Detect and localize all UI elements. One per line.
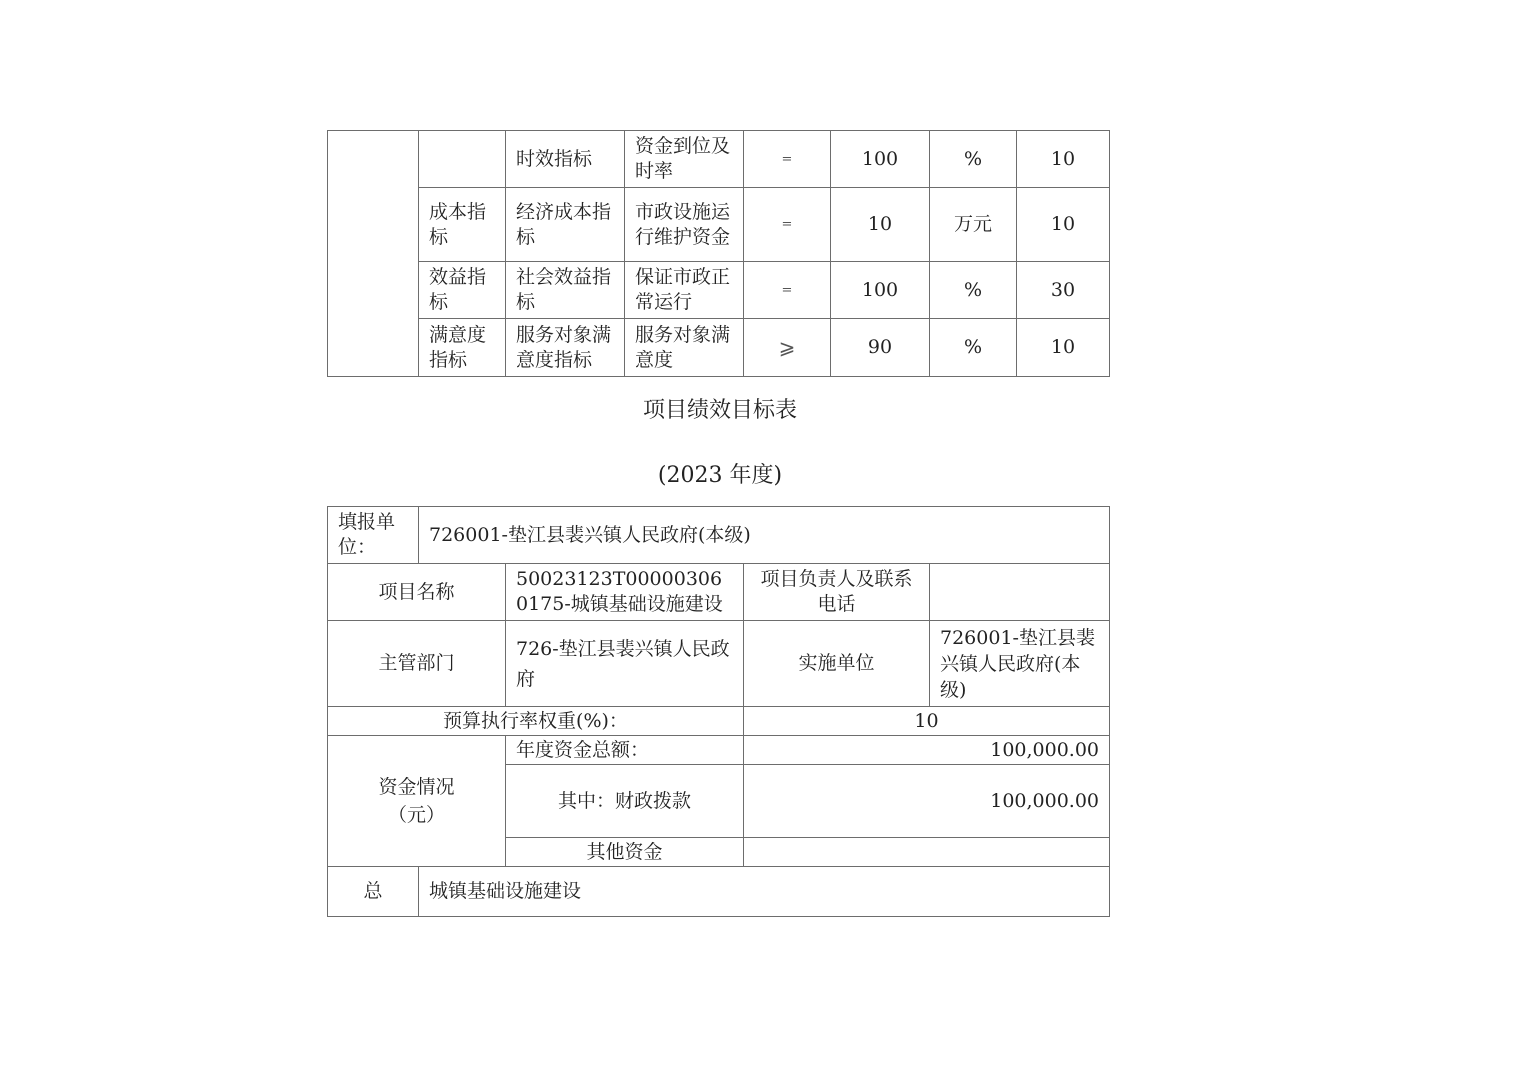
- project-form-table: [327, 506, 1110, 917]
- indicator-row: [328, 188, 1110, 262]
- year-label: (2023 年度): [657, 463, 783, 488]
- dept-label: 主管部门: [328, 621, 506, 707]
- indicator-unit: %: [930, 262, 1017, 319]
- total-value: 100,000.00: [744, 736, 1110, 765]
- funds-label-text: 资金情况（元）: [378, 776, 455, 826]
- impl-label: 实施单位: [744, 621, 930, 707]
- indicator-value: 10: [831, 188, 930, 262]
- goal-value: 城镇基础设施建设: [419, 867, 1110, 917]
- indicator-weight: 10: [1017, 188, 1110, 262]
- indicator-weight: 10: [1017, 131, 1110, 188]
- indicator-level2: 效益指标: [419, 262, 506, 319]
- page-title: 项目绩效目标表: [642, 398, 797, 423]
- unit-label: 填报单位：: [328, 507, 419, 564]
- indicator-level3: 经济成本指标: [506, 188, 625, 262]
- indicator-row: [328, 131, 1110, 188]
- unit-value: 726001-垫江县裴兴镇人民政府(本级): [419, 507, 1110, 564]
- indicator-operator: =: [744, 188, 831, 262]
- fiscal-label: 其中：财政拨款: [506, 765, 744, 838]
- indicator-name: 资金到位及时率: [625, 131, 744, 188]
- indicator-name: 市政设施运行维护资金: [625, 188, 744, 262]
- dept-value: 726-垫江县裴兴镇人民政府: [506, 621, 744, 707]
- indicator-weight: 30: [1017, 262, 1110, 319]
- indicator-level3: 时效指标: [506, 131, 625, 188]
- indicator-row: [328, 262, 1110, 319]
- indicator-level3: 服务对象满意度指标: [506, 319, 625, 377]
- indicator-level3: 社会效益指标: [506, 262, 625, 319]
- indicator-operator: ⩾: [744, 319, 831, 377]
- funds-label: [328, 736, 506, 867]
- form-row: [328, 707, 1110, 736]
- form-row: [328, 564, 1110, 621]
- project-name-value: 50023123T000003060175-城镇基础设施建设: [506, 564, 744, 621]
- form-row: [328, 867, 1110, 917]
- contact-label: 项目负责人及联系电话: [744, 564, 930, 621]
- form-row: [328, 507, 1110, 564]
- impl-value: 726001-垫江县裴兴镇人民政府(本级): [930, 621, 1110, 707]
- indicator-unit: %: [930, 131, 1017, 188]
- indicator-name: 保证市政正常运行: [625, 262, 744, 319]
- project-name-label: 项目名称: [328, 564, 506, 621]
- indicator-operator: =: [744, 262, 831, 319]
- indicator-weight: 10: [1017, 319, 1110, 377]
- indicator-table: [327, 130, 1110, 377]
- indicator-level2: 满意度指标: [419, 319, 506, 377]
- goal-label: 总: [328, 867, 419, 917]
- indicator-level1-cell: [328, 131, 419, 377]
- indicator-unit: %: [930, 319, 1017, 377]
- budget-weight-value: 10: [744, 707, 1110, 736]
- indicator-value: 100: [831, 262, 930, 319]
- indicator-value: 90: [831, 319, 930, 377]
- budget-weight-label: 预算执行率权重(%)：: [328, 707, 744, 736]
- fiscal-value: 100,000.00: [744, 765, 1110, 838]
- indicator-value: 100: [831, 131, 930, 188]
- contact-value: [930, 564, 1110, 621]
- indicator-name: 服务对象满意度: [625, 319, 744, 377]
- other-label: 其他资金: [506, 838, 744, 867]
- indicator-operator: =: [744, 131, 831, 188]
- indicator-unit: 万元: [930, 188, 1017, 262]
- form-row: [328, 736, 1110, 765]
- form-row: [328, 621, 1110, 707]
- indicator-row: [328, 319, 1110, 377]
- total-label: 年度资金总额：: [506, 736, 744, 765]
- indicator-level2: [419, 131, 506, 188]
- other-value: [744, 838, 1110, 867]
- indicator-level2: 成本指标: [419, 188, 506, 262]
